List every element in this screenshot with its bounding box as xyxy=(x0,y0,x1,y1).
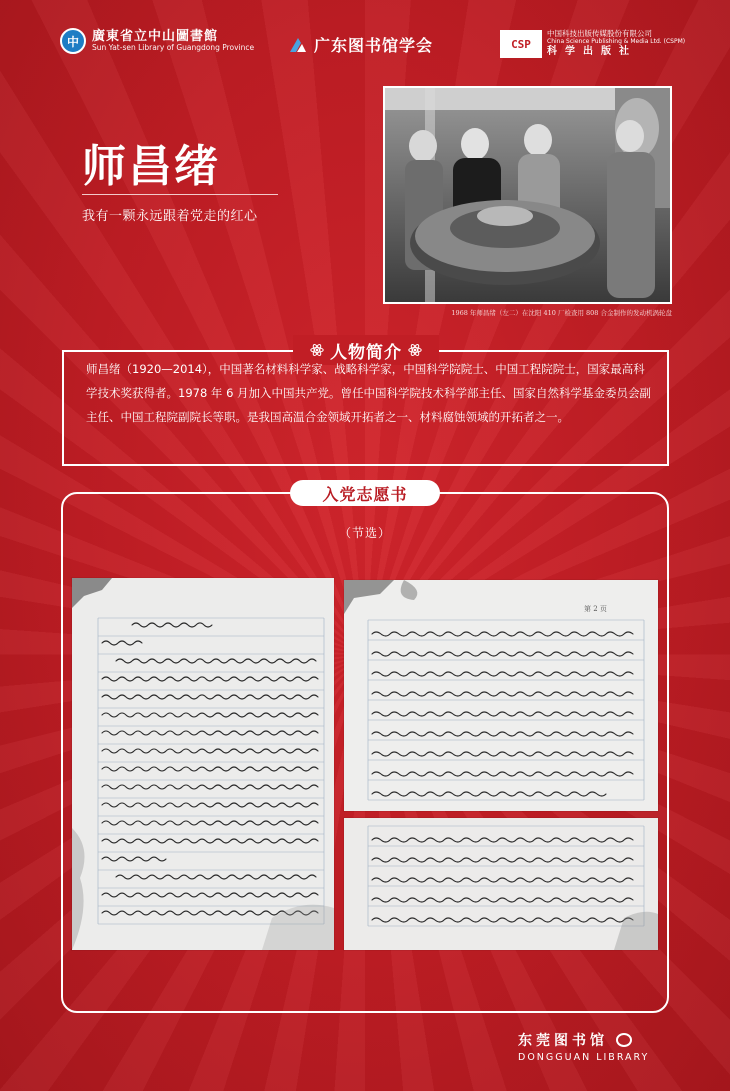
library-name-cn: 廣東省立中山圖書館 xyxy=(92,28,219,44)
person-name: 师昌绪 xyxy=(82,141,220,192)
handwritten-page-2 xyxy=(344,580,658,811)
bio-title: 人物简介 xyxy=(330,342,402,363)
publisher-name-cn: 中国科技出版传媒股份有限公司 xyxy=(547,29,652,39)
photo-caption: 1968 年师昌绪（左二）在沈阳 410 厂检查用 808 合金制作的发动机涡轮盘 xyxy=(451,309,672,317)
handwriting-scan-3 xyxy=(344,818,658,950)
library-emblem-icon: 中 xyxy=(60,28,86,54)
application-header xyxy=(290,480,440,506)
footer-name-en: DONGGUAN LIBRARY xyxy=(518,1052,650,1063)
atom-icon xyxy=(408,343,422,357)
footer-name-cn: 东莞图书馆 xyxy=(518,1033,608,1049)
handwritten-page-1 xyxy=(72,578,334,950)
library-society-logo xyxy=(288,33,433,56)
handwritten-page-3 xyxy=(344,818,658,950)
library-name-en: Sun Yat-sen Library of Guangdong Province xyxy=(92,43,255,53)
library-eye-icon xyxy=(616,1033,632,1047)
society-emblem-icon xyxy=(288,36,308,54)
dongguan-library-logo xyxy=(518,1030,649,1063)
bio-text: 师昌绪（1920—2014），中国著名材料科学家、战略科学家，中国科学院院士、中国工程院院士，国家最高科学技术奖获得者。1978 年 6 月加入中国共产党。曾任中国科学院技术科学部主任、国家自然科学基金委员会副主任、中国工程院副院长等职。是我国高温合金领域开拓者之一、材料腐蚀领域的开拓者之一。 xyxy=(86,362,652,424)
person-motto: 我有一颗永远跟着党走的红心 xyxy=(82,209,258,224)
application-title: 入党志愿书 xyxy=(322,484,408,504)
page-2-label: 第 2 页 xyxy=(584,605,607,613)
name-divider xyxy=(82,194,278,195)
handwriting-scan-2 xyxy=(344,580,658,811)
handwriting-scan-1 xyxy=(72,578,334,950)
sun-yat-sen-library-logo xyxy=(60,28,254,54)
publisher-name-en: China Science Publishing & Media Ltd. (CSPM) xyxy=(547,38,686,46)
cspm-emblem-icon: CSP xyxy=(500,30,542,58)
society-name: 广东图书馆学会 xyxy=(314,36,434,55)
publisher-brand: 科学出版社 xyxy=(547,46,637,57)
historical-photo xyxy=(383,86,672,304)
footer-name-cn-row xyxy=(518,1030,649,1050)
atom-icon xyxy=(310,343,324,357)
excerpt-note: （节选） xyxy=(338,526,391,540)
science-press-logo xyxy=(500,30,685,58)
